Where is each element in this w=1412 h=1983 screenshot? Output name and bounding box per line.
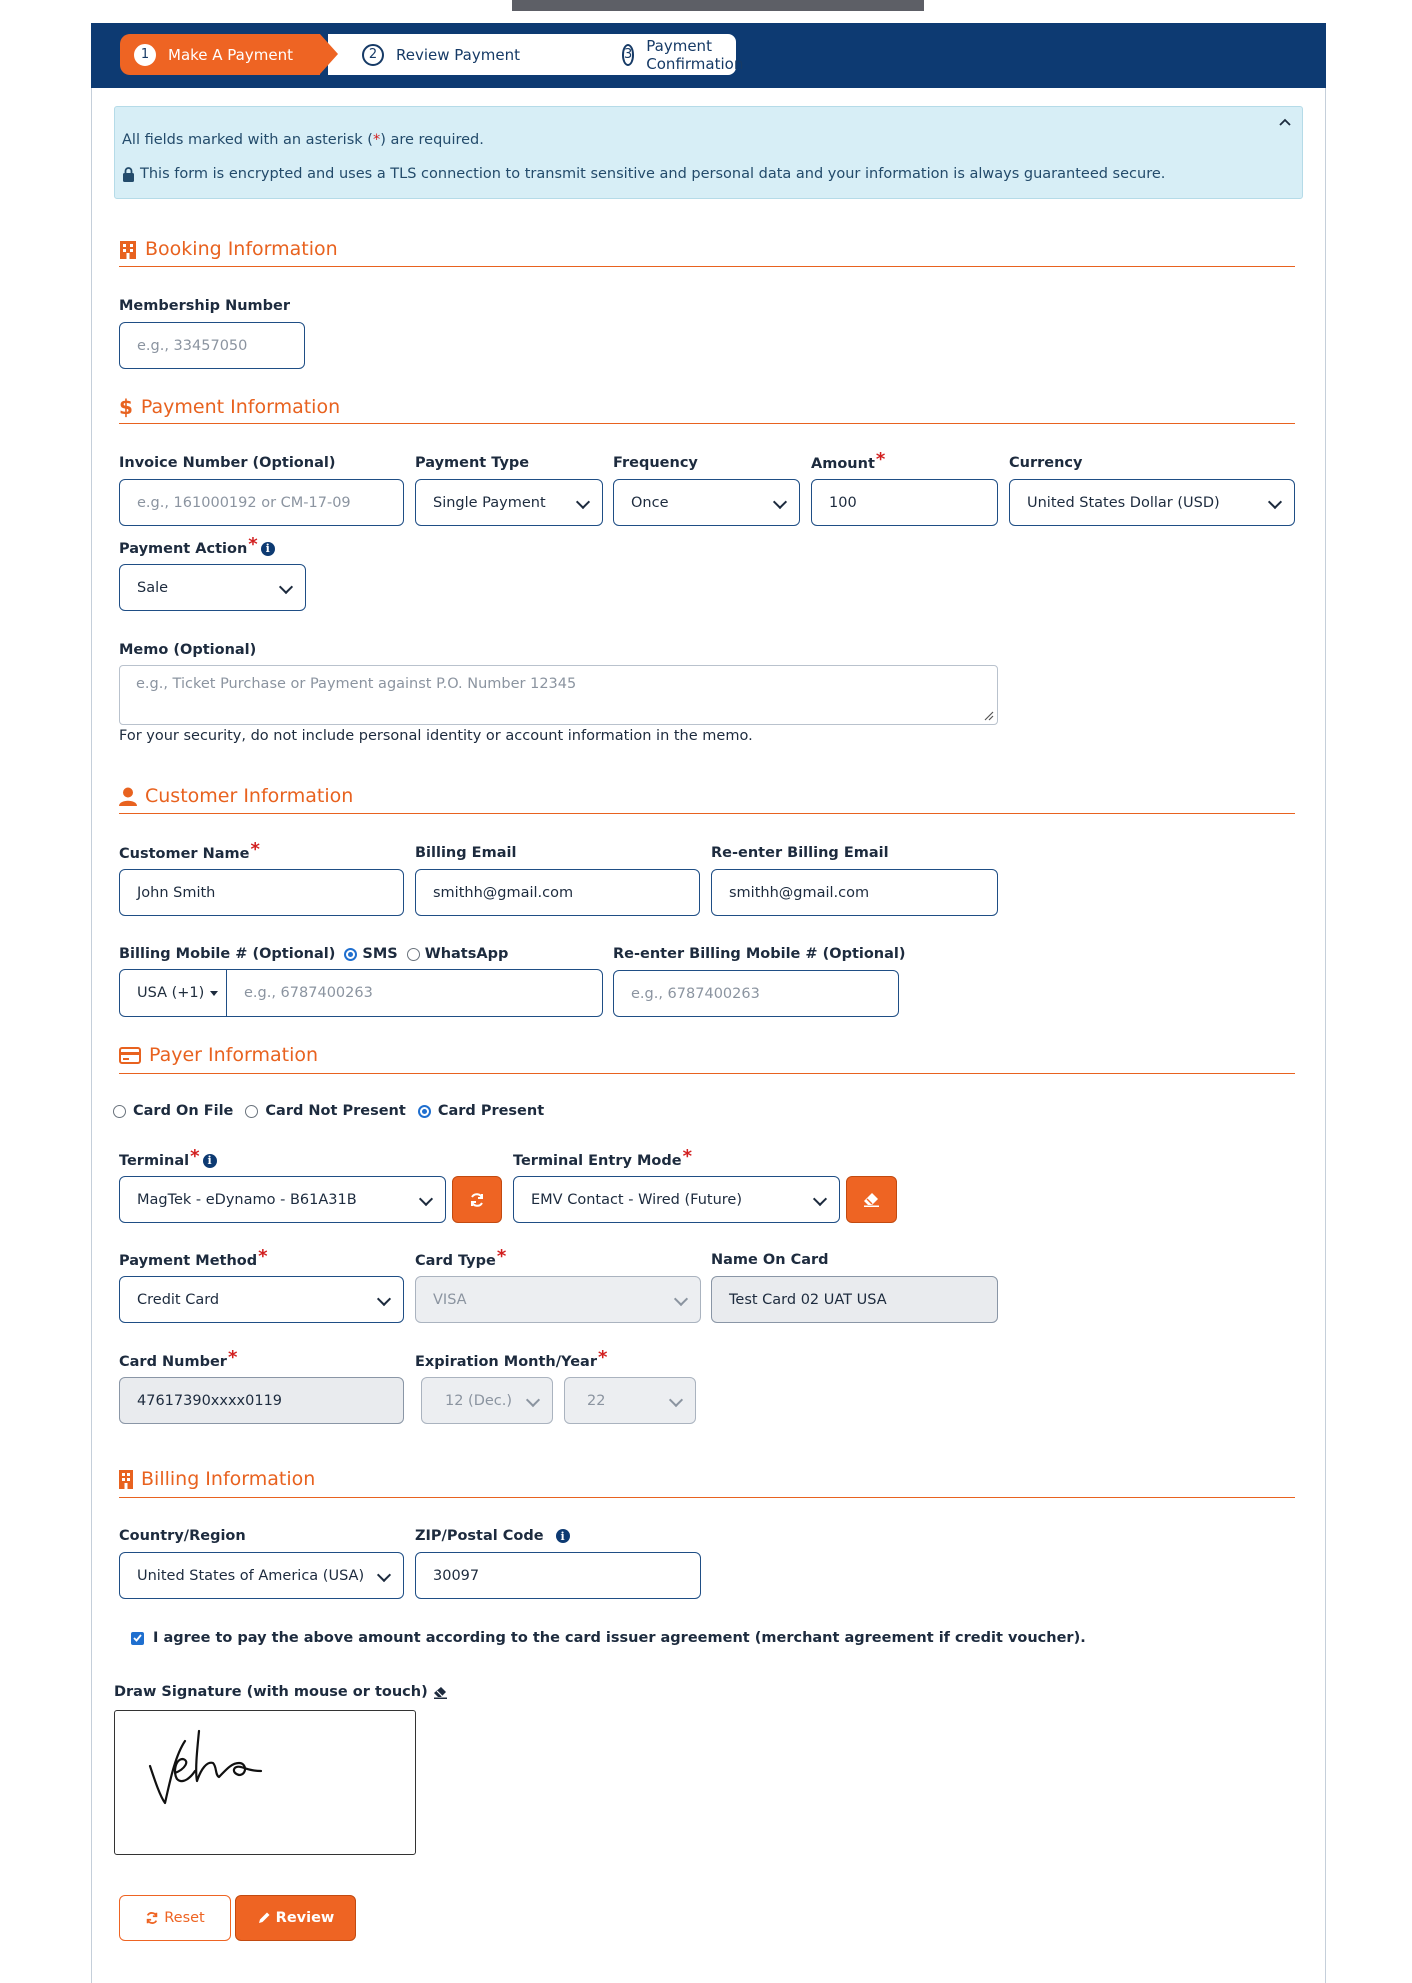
sms-radio[interactable] bbox=[344, 948, 357, 961]
whatsapp-label: WhatsApp bbox=[424, 946, 509, 962]
step-label: Review Payment bbox=[396, 45, 520, 64]
payer-options bbox=[113, 1103, 544, 1119]
card-on-file-label: Card On File bbox=[133, 1103, 234, 1119]
required-star: * bbox=[682, 1146, 692, 1167]
payment-method-value: Credit Card bbox=[137, 1291, 220, 1308]
invoice-label: Invoice Number (Optional) bbox=[119, 455, 336, 471]
required-note-text-end: ) are required. bbox=[380, 132, 484, 148]
building-icon bbox=[119, 1470, 133, 1489]
currency-select[interactable] bbox=[1009, 479, 1295, 526]
expiration-month-value: 12 (Dec.) bbox=[445, 1392, 513, 1409]
billing-email-input[interactable]: smithh@gmail.com bbox=[415, 869, 700, 916]
dollar-icon: $ bbox=[119, 395, 133, 419]
expiration-month-select bbox=[421, 1377, 553, 1424]
step-label: Payment Confirmation bbox=[646, 36, 744, 73]
memo-placeholder: e.g., Ticket Purchase or Payment against P.O. Number 12345 bbox=[136, 676, 577, 692]
payment-action-select[interactable] bbox=[119, 564, 306, 611]
required-star: * bbox=[227, 1347, 238, 1368]
payment-type-value: Single Payment bbox=[433, 494, 546, 511]
reenter-email-label: Re-enter Billing Email bbox=[711, 845, 889, 861]
terminal-label-text: Terminal bbox=[119, 1152, 190, 1169]
reenter-email-input[interactable]: smithh@gmail.com bbox=[711, 869, 998, 916]
whatsapp-radio[interactable] bbox=[407, 948, 420, 961]
required-star: * bbox=[190, 1146, 200, 1167]
memo-hint: For your security, do not include personal identity or account information in the memo. bbox=[119, 728, 753, 744]
agreement-row bbox=[131, 1630, 1086, 1646]
signature-drawing bbox=[115, 1711, 415, 1854]
required-star: * bbox=[250, 839, 260, 860]
billing-mobile-label bbox=[119, 946, 508, 962]
required-star: * bbox=[875, 449, 886, 470]
info-notice bbox=[114, 106, 1303, 199]
resize-grip-icon[interactable] bbox=[983, 710, 994, 721]
card-type-select bbox=[415, 1276, 701, 1323]
amount-label-text: Amount bbox=[811, 455, 875, 472]
review-button[interactable] bbox=[235, 1895, 356, 1941]
billing-section-title bbox=[119, 1468, 315, 1490]
payment-action-value: Sale bbox=[137, 579, 169, 596]
name-on-card-input: Test Card 02 UAT USA bbox=[711, 1276, 998, 1323]
eraser-icon bbox=[863, 1192, 880, 1207]
step-review-payment bbox=[328, 34, 612, 75]
billing-mobile-input[interactable]: e.g., 6787400263 bbox=[244, 985, 373, 1001]
refresh-terminal-button[interactable] bbox=[452, 1176, 502, 1223]
card-number-label bbox=[119, 1347, 238, 1372]
terminal-label bbox=[119, 1146, 217, 1171]
membership-label: Membership Number bbox=[119, 298, 291, 314]
country-code-dropdown[interactable] bbox=[120, 970, 227, 1016]
payment-section-title bbox=[119, 395, 340, 419]
refresh-icon bbox=[145, 1911, 159, 1925]
billing-email-label: Billing Email bbox=[415, 845, 517, 861]
billing-mobile-group bbox=[119, 969, 603, 1017]
membership-input[interactable]: e.g., 33457050 bbox=[119, 322, 305, 369]
required-note-text: All fields marked with an asterisk ( bbox=[122, 132, 373, 148]
currency-value: United States Dollar (USD) bbox=[1027, 494, 1220, 511]
zip-label-text: ZIP/Postal Code bbox=[415, 1528, 544, 1544]
entry-mode-value: EMV Contact - Wired (Future) bbox=[531, 1191, 742, 1208]
required-star: * bbox=[597, 1347, 608, 1368]
terminal-select[interactable] bbox=[119, 1176, 446, 1223]
signature-label bbox=[114, 1684, 448, 1700]
step-label: Make A Payment bbox=[168, 45, 293, 64]
payment-action-label-text: Payment Action bbox=[119, 540, 248, 557]
expiration-year-select bbox=[564, 1377, 696, 1424]
billing-mobile-label-text: Billing Mobile # (Optional) bbox=[119, 946, 336, 962]
name-on-card-label: Name On Card bbox=[711, 1252, 829, 1268]
check-icon bbox=[133, 1634, 142, 1642]
step-make-a-payment bbox=[120, 34, 320, 75]
sms-label: SMS bbox=[362, 946, 398, 962]
hotel-icon bbox=[119, 240, 137, 259]
country-label: Country/Region bbox=[119, 1528, 246, 1544]
zip-input[interactable]: 30097 bbox=[415, 1552, 701, 1599]
section-divider bbox=[119, 1497, 1295, 1498]
entry-mode-label bbox=[513, 1146, 692, 1171]
expiration-label bbox=[415, 1347, 608, 1372]
booking-section-title bbox=[119, 238, 338, 260]
info-icon[interactable]: i bbox=[556, 1529, 570, 1543]
entry-mode-label-text: Terminal Entry Mode bbox=[513, 1152, 682, 1169]
expiration-label-text: Expiration Month/Year bbox=[415, 1353, 597, 1370]
review-label: Review bbox=[275, 1910, 335, 1926]
reenter-mobile-label: Re-enter Billing Mobile # (Optional) bbox=[613, 946, 906, 962]
signature-canvas[interactable] bbox=[114, 1710, 416, 1855]
entry-mode-select[interactable] bbox=[513, 1176, 840, 1223]
step-active-arrow bbox=[320, 34, 338, 74]
card-on-file-radio[interactable] bbox=[113, 1105, 126, 1118]
invoice-input[interactable]: e.g., 161000192 or CM-17-09 bbox=[119, 479, 404, 526]
frequency-value: Once bbox=[631, 494, 669, 511]
refresh-icon bbox=[469, 1192, 485, 1208]
section-title-text: Customer Information bbox=[145, 785, 354, 807]
info-icon[interactable]: i bbox=[203, 1154, 217, 1168]
memo-label: Memo (Optional) bbox=[119, 642, 257, 658]
security-note-text: This form is encrypted and uses a TLS connection to transmit sensitive and personal data and your information is always guaranteed secure. bbox=[140, 166, 1166, 182]
payment-method-label bbox=[119, 1246, 268, 1271]
reset-button[interactable] bbox=[119, 1895, 231, 1941]
pencil-icon bbox=[257, 1911, 271, 1925]
currency-label: Currency bbox=[1009, 455, 1083, 471]
card-type-label bbox=[415, 1246, 507, 1271]
payer-section-title bbox=[119, 1044, 318, 1066]
card-present-radio[interactable] bbox=[418, 1105, 431, 1118]
lock-icon bbox=[122, 167, 135, 182]
customer-name-label-text: Customer Name bbox=[119, 845, 250, 862]
reenter-mobile-input[interactable]: e.g., 6787400263 bbox=[613, 970, 899, 1017]
required-note bbox=[122, 132, 484, 148]
country-value: United States of America (USA) bbox=[137, 1567, 365, 1584]
customer-name-input[interactable]: John Smith bbox=[119, 869, 404, 916]
card-type-value: VISA bbox=[433, 1291, 467, 1308]
section-divider bbox=[119, 266, 1295, 267]
card-number-label-text: Card Number bbox=[119, 1353, 227, 1370]
card-number-input: 47617390xxxx0119 bbox=[119, 1377, 404, 1424]
window-top-bar bbox=[512, 0, 924, 11]
step-number: 2 bbox=[362, 44, 384, 66]
info-icon[interactable]: i bbox=[261, 542, 275, 556]
amount-input[interactable]: 100 bbox=[811, 479, 998, 526]
user-icon bbox=[119, 787, 137, 806]
card-not-present-label: Card Not Present bbox=[265, 1103, 406, 1119]
customer-name-label bbox=[119, 839, 260, 864]
required-star: * bbox=[258, 1246, 268, 1267]
eraser-icon[interactable] bbox=[433, 1686, 448, 1699]
section-title-text: Payer Information bbox=[149, 1044, 319, 1066]
section-divider bbox=[119, 1073, 1295, 1074]
step-number: 1 bbox=[134, 44, 156, 66]
payment-type-select[interactable] bbox=[415, 479, 603, 526]
country-select[interactable] bbox=[119, 1552, 404, 1599]
customer-section-title bbox=[119, 785, 353, 807]
required-star: * bbox=[248, 534, 258, 555]
stepper bbox=[120, 34, 760, 75]
payment-action-label bbox=[119, 534, 275, 559]
payment-method-label-text: Payment Method bbox=[119, 1252, 258, 1269]
expiration-year-value: 22 bbox=[587, 1392, 606, 1409]
section-title-text: Booking Information bbox=[145, 238, 338, 260]
card-present-label: Card Present bbox=[437, 1103, 545, 1119]
credit-card-icon bbox=[119, 1047, 141, 1064]
caret-down-icon bbox=[210, 991, 218, 996]
agreement-checkbox[interactable] bbox=[131, 1632, 144, 1645]
frequency-select[interactable] bbox=[613, 479, 800, 526]
reset-label: Reset bbox=[164, 1910, 205, 1926]
section-divider bbox=[119, 423, 1295, 424]
card-type-label-text: Card Type bbox=[415, 1252, 496, 1269]
required-star: * bbox=[372, 132, 381, 148]
security-note bbox=[122, 166, 1165, 182]
section-title-text: Billing Information bbox=[141, 1468, 316, 1490]
memo-textarea[interactable] bbox=[119, 665, 998, 725]
country-code-value: USA (+1) bbox=[137, 985, 205, 1001]
payment-type-label: Payment Type bbox=[415, 455, 530, 471]
payment-method-select[interactable] bbox=[119, 1276, 404, 1323]
section-divider bbox=[119, 813, 1295, 814]
amount-label bbox=[811, 449, 886, 474]
terminal-value: MagTek - eDynamo - B61A31B bbox=[137, 1191, 357, 1208]
required-star: * bbox=[496, 1246, 507, 1267]
clear-entry-button[interactable] bbox=[846, 1176, 897, 1223]
frequency-label: Frequency bbox=[613, 455, 698, 471]
zip-label bbox=[415, 1528, 570, 1544]
agreement-text: I agree to pay the above amount according to the card issuer agreement (merchant agreement if credit voucher). bbox=[153, 1630, 1086, 1646]
signature-label-text: Draw Signature (with mouse or touch) bbox=[114, 1684, 428, 1700]
section-title-text: Payment Information bbox=[140, 396, 341, 418]
chevron-up-icon[interactable] bbox=[1278, 117, 1292, 127]
step-number: 3 bbox=[622, 44, 634, 66]
card-not-present-radio[interactable] bbox=[245, 1105, 258, 1118]
